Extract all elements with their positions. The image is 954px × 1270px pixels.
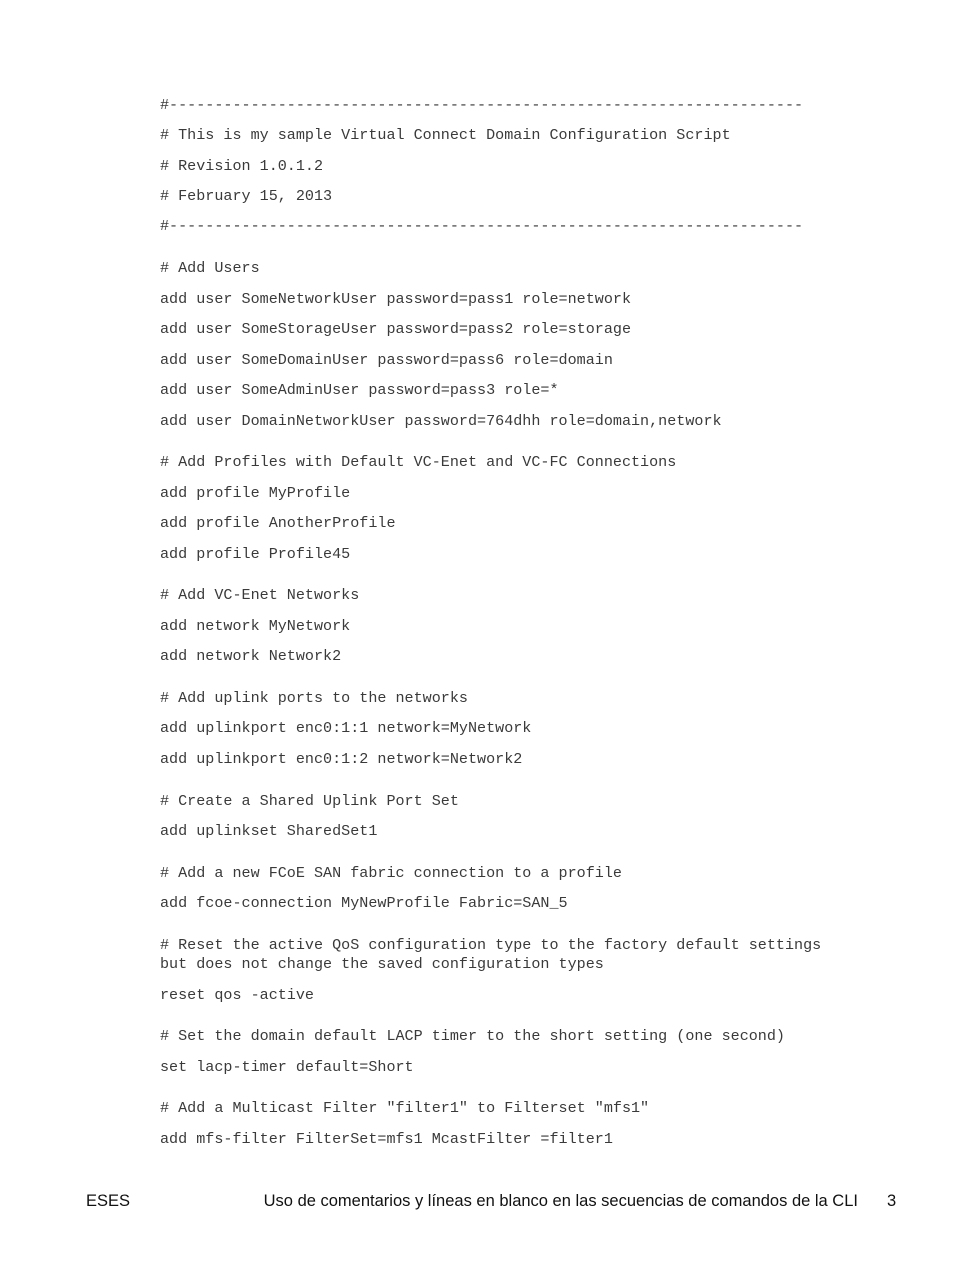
script-comment-line: # Reset the active QoS configuration type to the factory default settings but does not change the saved configuration types	[160, 936, 822, 973]
script-command-line: add user SomeAdminUser password=pass3 role=*	[160, 381, 559, 399]
script-command-line: add uplinkport enc0:1:1 network=MyNetwork	[160, 719, 532, 737]
script-command-line: add profile Profile45	[160, 545, 351, 563]
script-command-line: add network MyNetwork	[160, 617, 351, 635]
script-comment-line: # Add a new FCoE SAN fabric connection to a profile	[160, 864, 622, 882]
script-command-line: add uplinkport enc0:1:2 network=Network2	[160, 750, 523, 768]
script-comment-line: #----------------------------------------------------------------------	[160, 96, 804, 114]
script-command-line: add user DomainNetworkUser password=764dhh role=domain,network	[160, 412, 722, 430]
script-command-line: add profile MyProfile	[160, 484, 351, 502]
footer-section-title: Uso de comentarios y líneas en blanco en las secuencias de comandos de la CLI	[263, 1192, 858, 1210]
script-command-line: reset qos -active	[160, 986, 314, 1004]
script-comment-line: # Add uplink ports to the networks	[160, 689, 468, 707]
script-command-line: add fcoe-connection MyNewProfile Fabric=SAN_5	[160, 894, 568, 912]
script-comment-line: # Create a Shared Uplink Port Set	[160, 792, 459, 810]
footer-page-number: 3	[887, 1192, 897, 1210]
script-command-line: add user SomeStorageUser password=pass2 role=storage	[160, 320, 632, 338]
script-command-line: add uplinkset SharedSet1	[160, 822, 378, 840]
script-comment-line: # This is my sample Virtual Connect Domain Configuration Script	[160, 126, 731, 144]
footer-language-code: ESES	[86, 1192, 131, 1210]
script-comment-line: # Add Profiles with Default VC-Enet and VC-FC Connections	[160, 453, 677, 471]
script-comment-line: # February 15, 2013	[160, 187, 333, 205]
script-comment-line: # Add VC-Enet Networks	[160, 586, 360, 604]
script-comment-line: # Revision 1.0.1.2	[160, 157, 324, 175]
script-comment-line: # Set the domain default LACP timer to the short setting (one second)	[160, 1027, 785, 1045]
script-command-line: add mfs-filter FilterSet=mfs1 McastFilter =filter1	[160, 1130, 613, 1148]
script-command-line: add user SomeDomainUser password=pass6 role=domain	[160, 351, 613, 369]
script-comment-line: # Add Users	[160, 259, 260, 277]
script-command-line: add profile AnotherProfile	[160, 514, 396, 532]
script-command-line: add user SomeNetworkUser password=pass1 role=network	[160, 290, 632, 308]
script-comment-line: #----------------------------------------------------------------------	[160, 217, 804, 235]
script-command-line: set lacp-timer default=Short	[160, 1058, 414, 1076]
script-command-line: add network Network2	[160, 647, 342, 665]
script-comment-line: # Add a Multicast Filter "filter1" to Filterset "mfs1"	[160, 1099, 650, 1117]
